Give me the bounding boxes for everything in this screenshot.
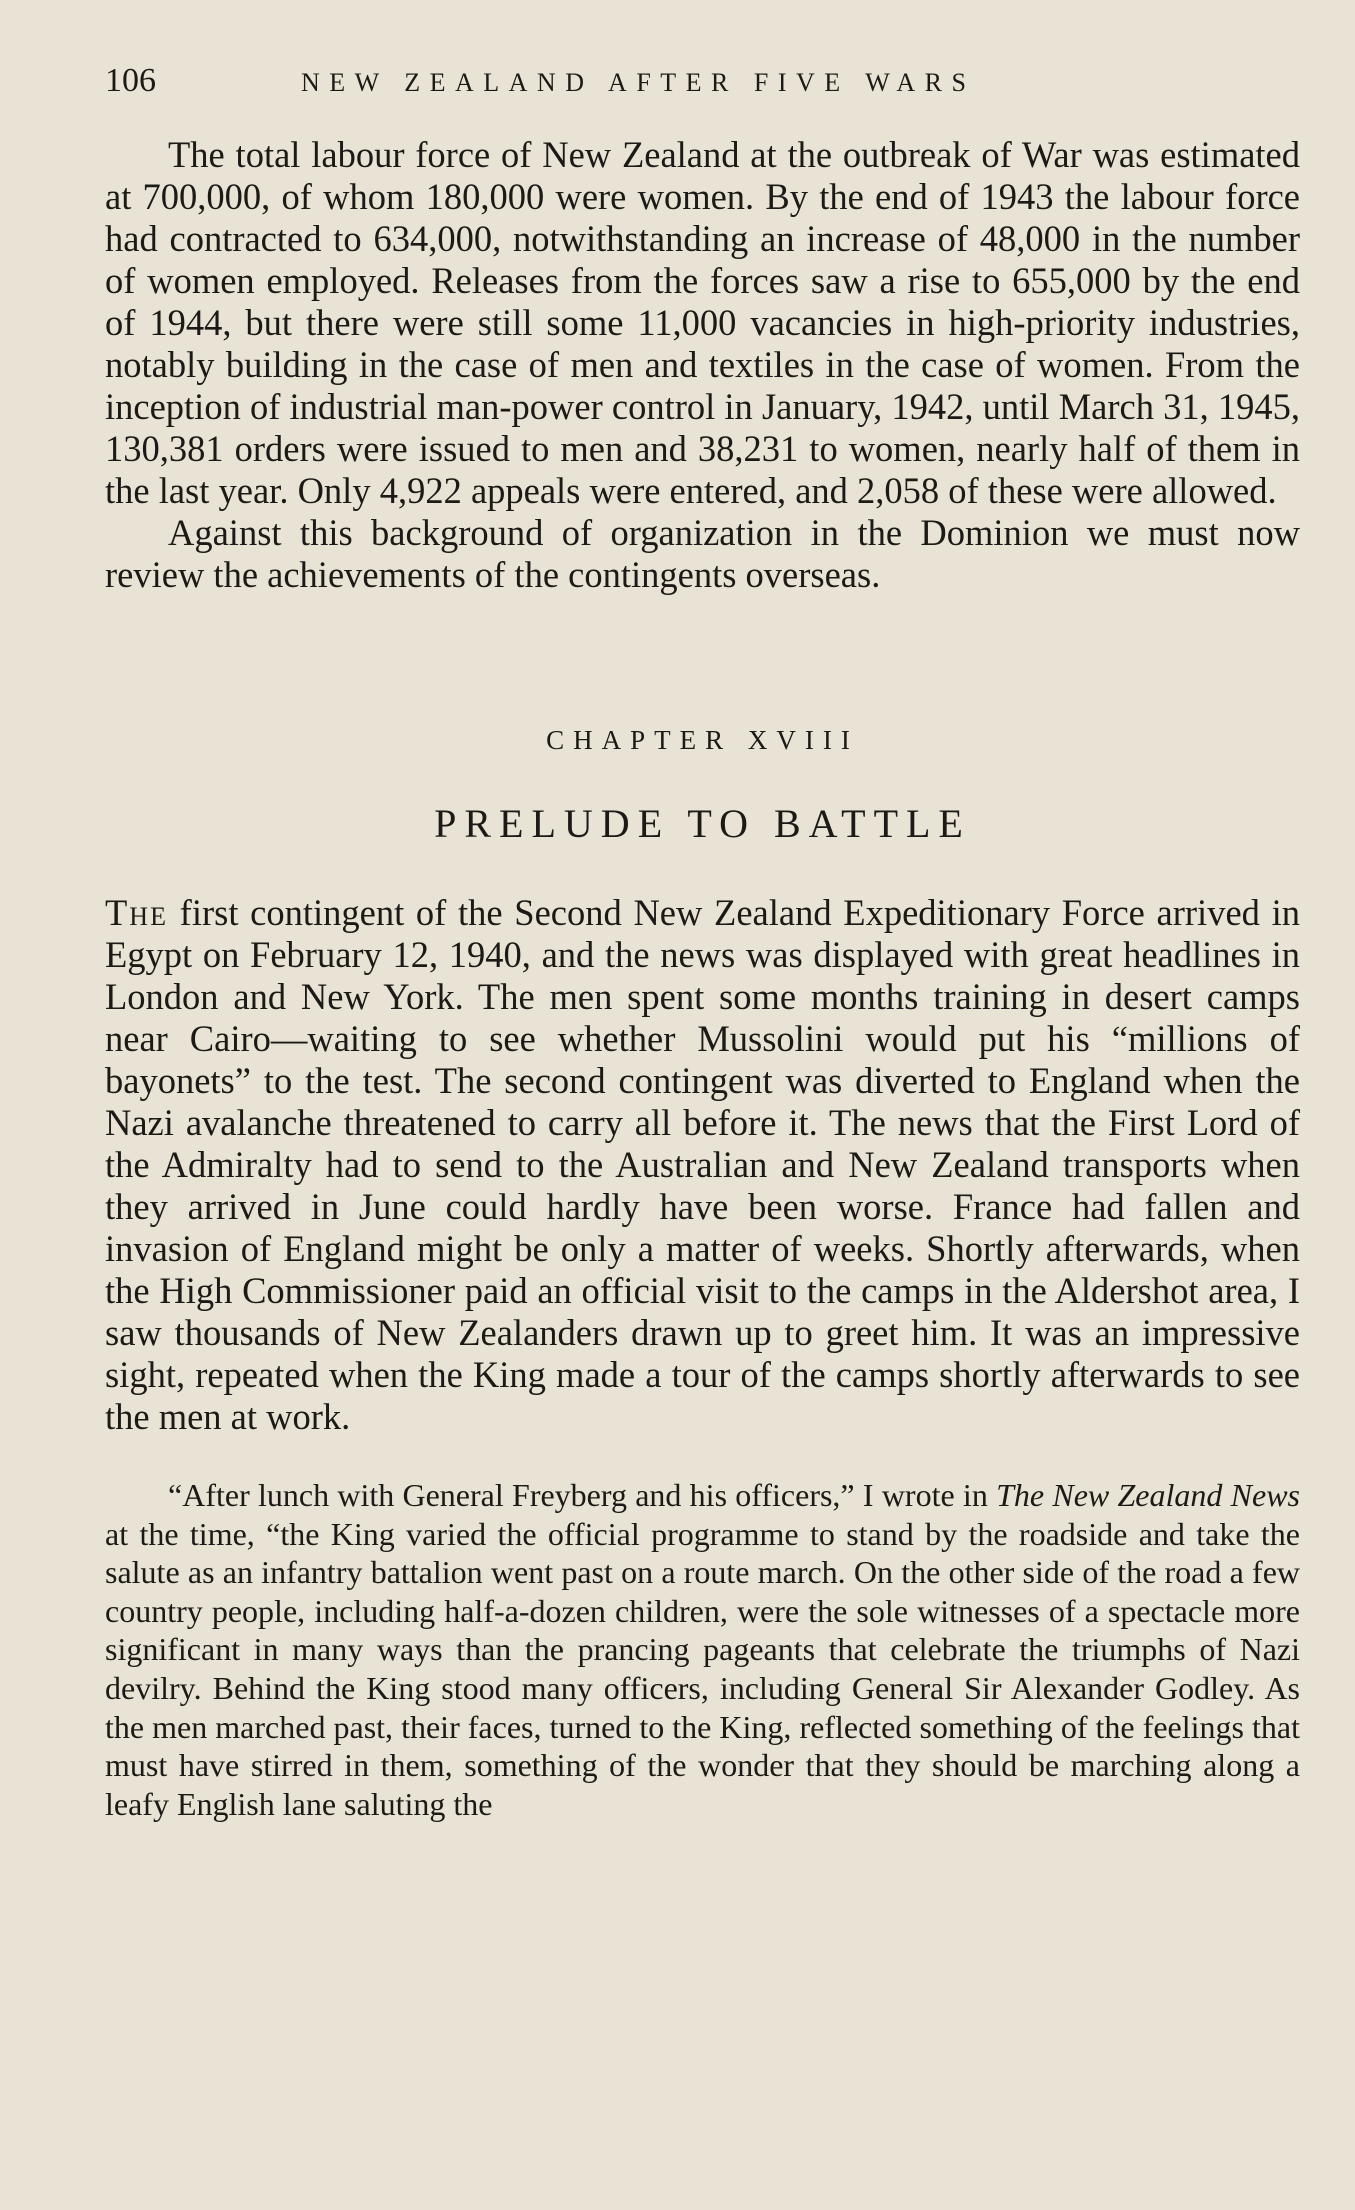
- chapter-lead-word: The: [105, 892, 168, 933]
- intro-paragraph-1: The total labour force of New Zealand at the outbreak of War was estimated at 700,000, of whom 180,000 were women. By the end of 1943 the labour force had contracted to 634,000, notwithstanding an increase of 48,000 in the number of women employed. Releases from the forces saw a rise to 655,000 by the end of 1944, but there were still some 11,000 vacancies in high-priority industries, notably building in the case of men and textiles in the case of women. From the inception of industrial man-power control in January, 1942, until March 31, 1945, 130,381 orders were issued to men and 38,231 to women, nearly half of them in the last year. Only 4,922 appeals were entered, and 2,058 of these were allowed.: [105, 134, 1300, 511]
- book-page: [105, 60, 1300, 1823]
- publication-title: The New Zealand News: [996, 1477, 1301, 1513]
- quote-part-1: “After lunch with General Freyberg and his officers,” I wrote in: [168, 1477, 997, 1513]
- chapter-title: PRELUDE TO BATTLE: [434, 801, 971, 846]
- chapter-label: CHAPTER XVIII: [546, 725, 859, 755]
- chapter-paragraph-1: [105, 892, 1300, 1438]
- intro-paragraph-2: Against this background of organization in the Dominion we must now review the achievements of the contingents overseas.: [105, 512, 1300, 595]
- running-head: [105, 60, 1300, 110]
- page-number: 106: [105, 62, 156, 99]
- running-title: NEW ZEALAND AFTER FIVE WARS: [301, 68, 976, 97]
- quote-part-2: at the time, “the King varied the official programme to stand by the roadside and take the salute as an infantry battalion went past on a route march. On the other side of the road a few country people, including half-a-dozen children, were the sole witnesses of a spectacle more significant in many ways than the prancing pageants that celebrate the triumphs of Nazi devilry. Behind the King stood many officers, including General Sir Alexander Godley. As the men marched past, their faces, turned to the King, reflected something of the feelings that must have stirred in them, something of the wonder that they should be marching along a leafy English lane saluting the: [105, 1515, 1300, 1822]
- quoted-passage: [105, 1476, 1300, 1823]
- chapter-paragraph-1-text: first contingent of the Second New Zealand Expeditionary Force arrived in Egypt on February 12, 1940, and the news was displayed with great headlines in London and New York. The men spent some months training in desert camps near Cairo—waiting to see whether Mussolini would put his “millions of bayonets” to the test. The second contingent was diverted to England when the Nazi avalanche threatened to carry all before it. The news that the First Lord of the Admiralty had to send to the Australian and New Zealand transports when they arrived in June could hardly have been worse. France had fallen and invasion of England might be only a matter of weeks. Shortly afterwards, when the High Commissioner paid an official visit to the camps in the Aldershot area, I saw thousands of New Zealanders drawn up to greet him. It was an impressive sight, repeated when the King made a tour of the camps shortly afterwards to see the men at work.: [105, 892, 1300, 1437]
